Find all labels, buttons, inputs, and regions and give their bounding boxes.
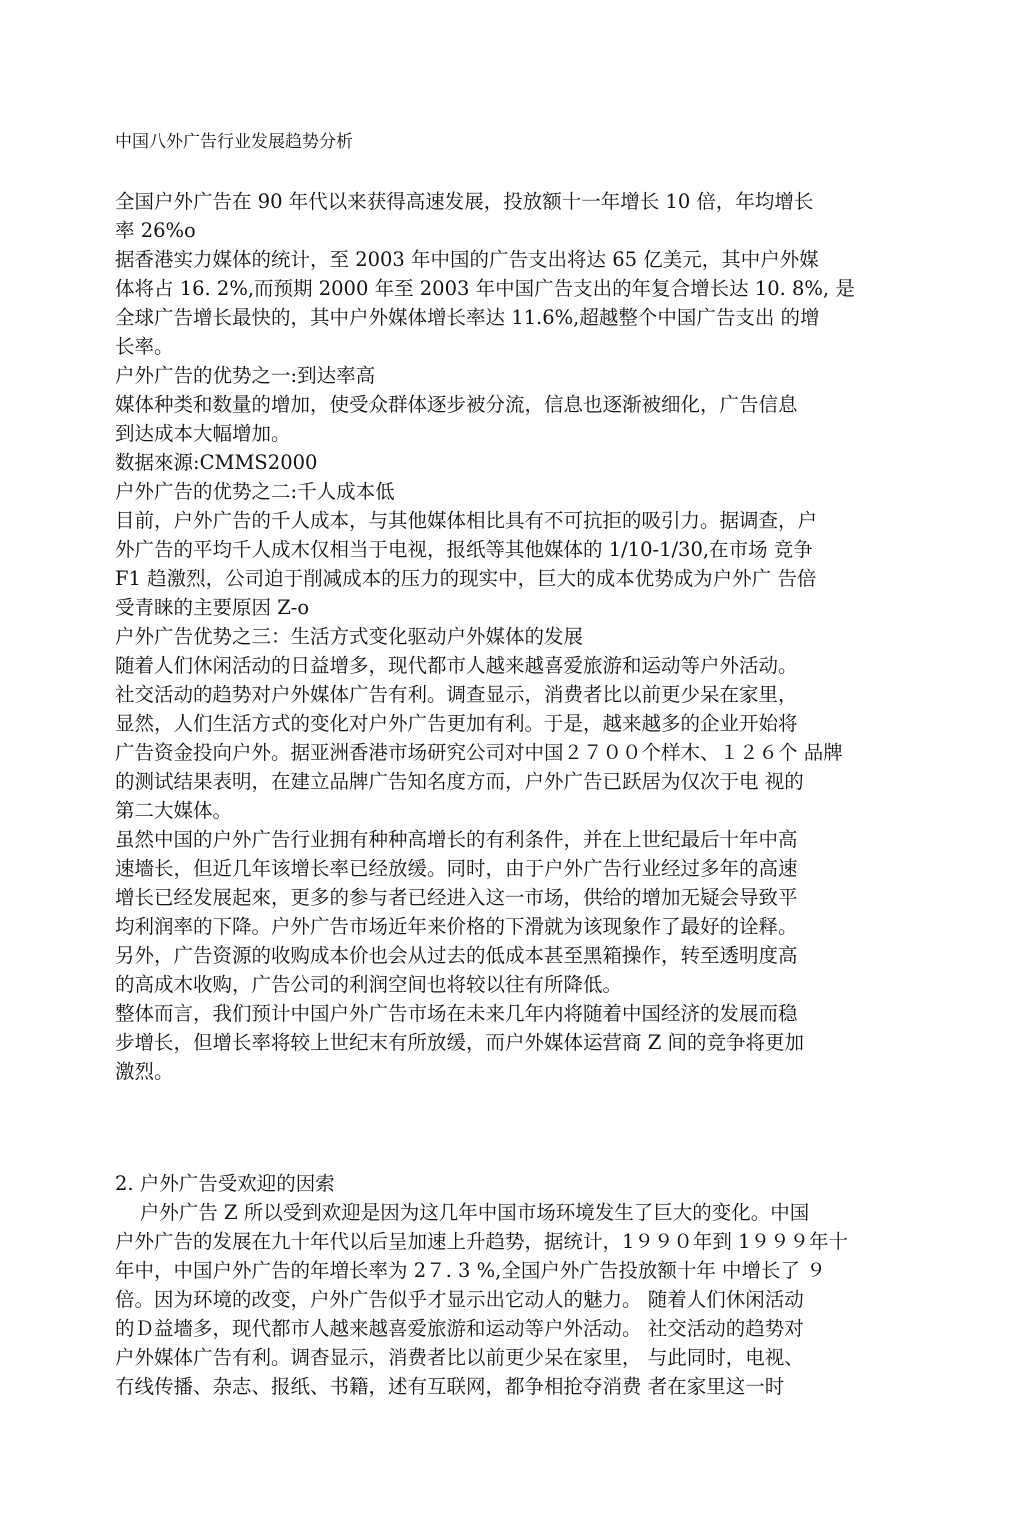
text-line: 到达成本大幅增加。: [115, 422, 291, 445]
text-line: 体将占 16. 2%,而预期 2000 年至 2003 年中国广告支出的年复合增长达 10. 8%, 是: [115, 277, 855, 300]
text-line: 户外广告 Z 所以受到欢迎是因为这几年中国市场环境发生了巨大的变化。中国: [115, 1201, 810, 1224]
text-line: 率 26%o: [115, 219, 196, 242]
text-line: 另外，广告资源的收购成本价也会从过去的低成本甚至黑箱操作，转至透明度高: [115, 944, 798, 967]
subheading: 户外广告的优势之二:千人成本低: [115, 480, 395, 503]
text-line: 速墻长，但近几年该增长率已经放缓。同时，由于户外广告行业经过多年的高速: [115, 857, 798, 880]
text-line: 步增长，但增长率将较上世纪末有所放缓，而户外媒体运营商 Z 间的竞争将更加: [115, 1031, 804, 1054]
text-line: 第二大媒体。: [115, 799, 233, 822]
text-line: 全球广告增长最快的，其中户外媒体增长率达 11.6%,超越整个中国广告支出 的增: [115, 306, 820, 329]
text-line: 户外广告的发展在九十年代以后呈加速上升趋势，据统计，1９９０年到 1９９９年十: [115, 1230, 849, 1253]
text-line: 的Ｄ益墻多，现代都市人越来越喜爱旅游和运动等户外活动。 社交活动的趋势对: [115, 1317, 804, 1340]
text-line: 据香港实力媒体的统计，至 2003 年中国的广告支出将达 65 亿美元，其中户外媒: [115, 248, 819, 271]
document-title: 中国八外广告行业发展趋势分析: [115, 132, 353, 152]
text-line: 激烈。: [115, 1060, 174, 1083]
section-2: [115, 1169, 915, 1401]
text-line: 增长已经发展起來，更多的参与者已经进入这一市场，供给的增加无疑会导致平: [115, 886, 798, 909]
text-line: 目前，户外广告的千人成本，与其他媒体相比具有不可抗拒的吸引力。据调查，户: [115, 509, 818, 532]
text-line: 的高成木收购，广告公司的利润空间也将较以往有所降低。: [115, 973, 623, 996]
text-line: 媒体种类和数量的增加，使受众群体逐步被分流，信息也逐渐被细化，广告信息: [115, 393, 798, 416]
text-line: 虽然中国的户外广告行业拥有种种高增长的有利条件，并在上世纪最后十年中高: [115, 828, 798, 851]
section-heading: 2. 户外广告受欢迎的因索: [115, 1172, 335, 1195]
section-gap: [115, 1086, 915, 1169]
text-line: 社交活动的趋势对户外媒体广告有利。调查显示，消费者比以前更少呆在家里，: [115, 683, 798, 706]
text-line: 冇线传播、杂志、报纸、书籍，述有互联网，都争相抢夺消费 者在家里这一时: [115, 1375, 785, 1398]
text-line: 外广告的平均千人成木仅相当于电视，报纸等其他媒体的 1/10-1/30,在市场 竞争: [115, 538, 813, 561]
text-line: 均利润率的下降。户外广告市场近年来价格的下滑就为该现象作了最好的诠释。: [115, 915, 798, 938]
text-line: 全国户外广告在 90 年代以来获得高速发展，投放额十一年增长 10 倍，年均增长: [115, 190, 814, 213]
text-line: 广告资金投向户外。据亚洲香港市场研究公司对中国２７００个样木、１２６个 品牌: [115, 741, 843, 764]
text-line: 倍。因为环境的改变，户外广告似乎才显示出它动人的魅力。 随着人们休闲活动: [115, 1288, 804, 1311]
text-line: 整体而言，我们预计中国户外广告市场在未来几年内将随着中国经济的发展而稳: [115, 1002, 798, 1025]
text-line: 受青睐的主要原因 Z-o: [115, 596, 310, 619]
text-line: 的测试结果表明，在建立品牌广告知名度方而，户外广告已跃居为仅次于电 视的: [115, 770, 804, 793]
text-line: 长率。: [115, 335, 174, 358]
text-line: 年中，中国户外广告的年増长率为 2７. 3 %,全国户外广告投放额十年 中增长了 ９: [115, 1259, 826, 1282]
subheading: 户外广告优势之三：生活方式变化驱动户外媒体的发展: [115, 625, 584, 648]
subheading: 户外广告的优势之一:到达率高: [115, 364, 376, 387]
text-line: F1 趋激烈，公司迫于削减成本的压力的现实中，巨大的成本优势成为户外广 告倍: [115, 567, 817, 590]
section-1: [115, 187, 915, 1086]
text-line: 随着人们休闲活动的日益增多，现代都市人越来越喜爱旅游和运动等户外活动。: [115, 654, 798, 677]
data-source: 数据來源:CMMS2000: [115, 451, 318, 474]
text-line: 显然，人们生活方式的变化对户外广告更加有利。于是，越来越多的企业开始将: [115, 712, 798, 735]
text-line: 户外媒体广告有利。调杳显示，消费者比以前更少呆在家里， 与此同时，电视、: [115, 1346, 804, 1369]
body-text: [115, 187, 915, 1401]
